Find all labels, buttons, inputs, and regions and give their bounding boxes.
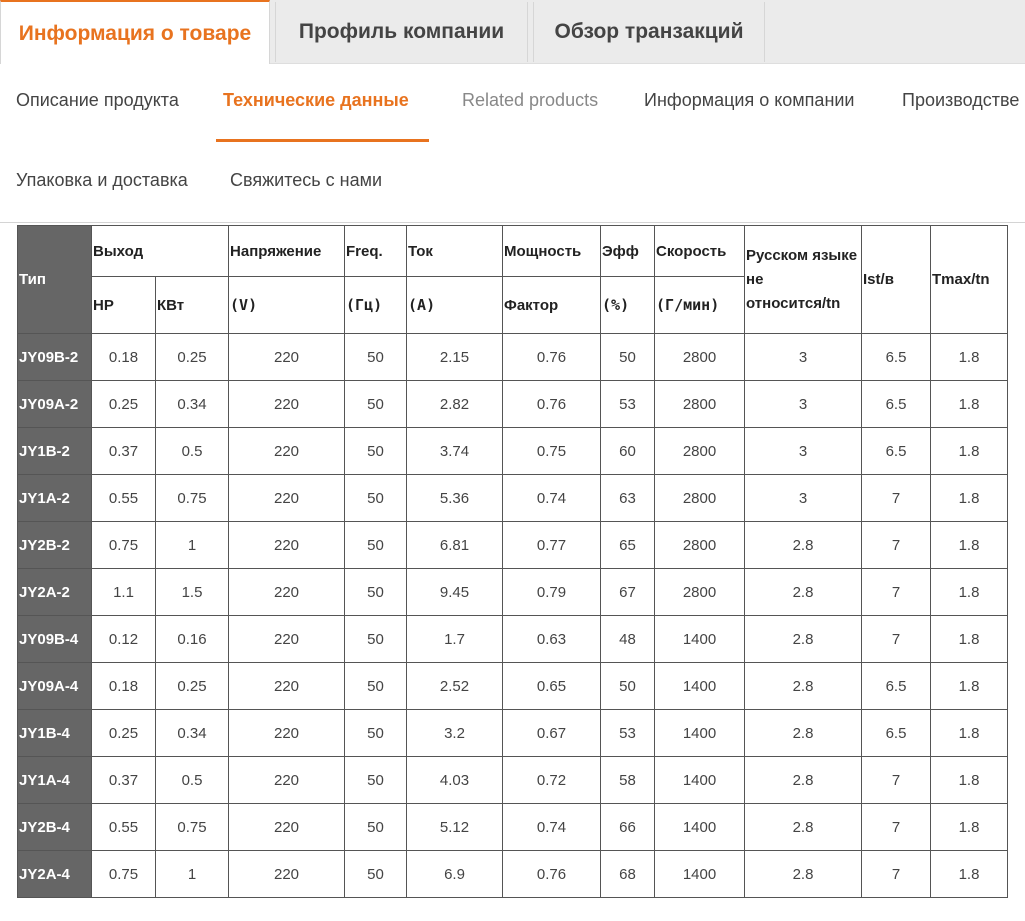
- cell-tmax: 1.8: [931, 804, 1008, 851]
- cell-kw: 0.16: [156, 616, 229, 663]
- cell-power-factor: 0.65: [503, 663, 601, 710]
- cell-type: JY2B-4: [18, 804, 92, 851]
- cell-voltage: 220: [229, 663, 345, 710]
- cell-current: 5.36: [407, 475, 503, 522]
- cell-frequency: 50: [345, 381, 407, 428]
- cell-current: 3.2: [407, 710, 503, 757]
- cell-power-factor: 0.63: [503, 616, 601, 663]
- table-row: [18, 428, 1008, 475]
- cell-kw: 0.34: [156, 710, 229, 757]
- cell-tmax: 1.8: [931, 381, 1008, 428]
- cell-hp: 0.18: [92, 663, 156, 710]
- cell-power-factor: 0.77: [503, 522, 601, 569]
- cell-kw: 0.34: [156, 381, 229, 428]
- top-tab-bar: [0, 0, 1025, 64]
- cell-efficiency: 67: [601, 569, 655, 616]
- cell-type: JY09A-2: [18, 381, 92, 428]
- cell-tmax: 1.8: [931, 616, 1008, 663]
- cell-current: 2.82: [407, 381, 503, 428]
- header-unit-pct: (%): [601, 277, 655, 334]
- table-row: [18, 522, 1008, 569]
- cell-hp: 0.12: [92, 616, 156, 663]
- table-row: [18, 710, 1008, 757]
- header-unit-v: (V): [229, 277, 345, 334]
- cell-frequency: 50: [345, 710, 407, 757]
- table-body: [18, 334, 1008, 898]
- cell-efficiency: 53: [601, 381, 655, 428]
- tab-product-info[interactable]: Информация о товаре: [0, 0, 270, 64]
- cell-voltage: 220: [229, 381, 345, 428]
- cell-kw: 0.5: [156, 757, 229, 804]
- cell-ist: 7: [862, 616, 931, 663]
- cell-efficiency: 50: [601, 334, 655, 381]
- cell-power-factor: 0.76: [503, 851, 601, 898]
- cell-power-factor: 0.67: [503, 710, 601, 757]
- cell-tmax: 1.8: [931, 710, 1008, 757]
- header-power: Мощность: [503, 226, 601, 277]
- cell-current: 1.7: [407, 616, 503, 663]
- subtab-technical-data[interactable]: Технические данные: [223, 90, 409, 110]
- subtab-packaging-delivery[interactable]: Упаковка и доставка: [16, 170, 188, 190]
- cell-voltage: 220: [229, 475, 345, 522]
- header-ist: Ist/в: [862, 226, 931, 334]
- cell-kw: 0.25: [156, 663, 229, 710]
- cell-hp: 0.25: [92, 710, 156, 757]
- cell-frequency: 50: [345, 334, 407, 381]
- cell-power-factor: 0.76: [503, 381, 601, 428]
- cell-hp: 0.75: [92, 851, 156, 898]
- cell-tmax: 1.8: [931, 334, 1008, 381]
- cell-speed: 2800: [655, 569, 745, 616]
- cell-tmax: 1.8: [931, 757, 1008, 804]
- cell-hp: 0.25: [92, 381, 156, 428]
- cell-current: 6.81: [407, 522, 503, 569]
- cell-efficiency: 53: [601, 710, 655, 757]
- cell-kw: 1.5: [156, 569, 229, 616]
- cell-frequency: 50: [345, 804, 407, 851]
- cell-speed: 2800: [655, 428, 745, 475]
- cell-efficiency: 48: [601, 616, 655, 663]
- cell-russian: 3: [745, 428, 862, 475]
- cell-type: JY1B-4: [18, 710, 92, 757]
- cell-russian: 2.8: [745, 757, 862, 804]
- cell-current: 9.45: [407, 569, 503, 616]
- subtab-company-info[interactable]: Информация о компании: [644, 90, 855, 110]
- cell-voltage: 220: [229, 851, 345, 898]
- cell-frequency: 50: [345, 522, 407, 569]
- cell-frequency: 50: [345, 475, 407, 522]
- cell-frequency: 50: [345, 616, 407, 663]
- cell-power-factor: 0.74: [503, 475, 601, 522]
- cell-speed: 2800: [655, 334, 745, 381]
- technical-data-table: [17, 225, 1008, 898]
- cell-hp: 0.55: [92, 475, 156, 522]
- cell-current: 4.03: [407, 757, 503, 804]
- header-unit-rpm: (Г/мин): [655, 277, 745, 334]
- cell-tmax: 1.8: [931, 569, 1008, 616]
- cell-russian: 2.8: [745, 851, 862, 898]
- cell-type: JY2B-2: [18, 522, 92, 569]
- cell-power-factor: 0.76: [503, 334, 601, 381]
- cell-voltage: 220: [229, 710, 345, 757]
- cell-speed: 1400: [655, 710, 745, 757]
- cell-ist: 6.5: [862, 334, 931, 381]
- cell-current: 6.9: [407, 851, 503, 898]
- cell-ist: 6.5: [862, 428, 931, 475]
- cell-current: 5.12: [407, 804, 503, 851]
- cell-frequency: 50: [345, 569, 407, 616]
- cell-tmax: 1.8: [931, 522, 1008, 569]
- subtab-contact-us[interactable]: Свяжитесь с нами: [230, 170, 383, 190]
- cell-hp: 0.37: [92, 428, 156, 475]
- cell-speed: 2800: [655, 381, 745, 428]
- cell-ist: 7: [862, 569, 931, 616]
- cell-voltage: 220: [229, 569, 345, 616]
- cell-frequency: 50: [345, 757, 407, 804]
- header-current: Ток: [407, 226, 503, 277]
- cell-ist: 6.5: [862, 710, 931, 757]
- subtab-divider: [0, 222, 1025, 223]
- cell-power-factor: 0.75: [503, 428, 601, 475]
- header-tmax: Tmax/tn: [931, 226, 1008, 334]
- cell-voltage: 220: [229, 334, 345, 381]
- cell-kw: 0.75: [156, 475, 229, 522]
- cell-tmax: 1.8: [931, 428, 1008, 475]
- cell-voltage: 220: [229, 757, 345, 804]
- cell-power-factor: 0.72: [503, 757, 601, 804]
- cell-russian: 2.8: [745, 569, 862, 616]
- cell-ist: 7: [862, 475, 931, 522]
- cell-voltage: 220: [229, 522, 345, 569]
- cell-kw: 0.75: [156, 804, 229, 851]
- header-row-top: [18, 226, 1008, 277]
- cell-efficiency: 58: [601, 757, 655, 804]
- cell-ist: 7: [862, 851, 931, 898]
- subtab-related-products[interactable]: Related products: [462, 90, 599, 110]
- cell-type: JY09A-4: [18, 663, 92, 710]
- cell-voltage: 220: [229, 428, 345, 475]
- cell-voltage: 220: [229, 804, 345, 851]
- cell-efficiency: 65: [601, 522, 655, 569]
- cell-russian: 3: [745, 381, 862, 428]
- header-kw: КВт: [156, 277, 229, 334]
- cell-type: JY1A-4: [18, 757, 92, 804]
- cell-frequency: 50: [345, 428, 407, 475]
- cell-efficiency: 63: [601, 475, 655, 522]
- header-efficiency: Эфф: [601, 226, 655, 277]
- cell-russian: 3: [745, 475, 862, 522]
- cell-type: JY1A-2: [18, 475, 92, 522]
- table-row: [18, 851, 1008, 898]
- cell-current: 2.15: [407, 334, 503, 381]
- subtab-product-description[interactable]: Описание продукта: [16, 90, 179, 110]
- cell-type: JY2A-2: [18, 569, 92, 616]
- cell-current: 3.74: [407, 428, 503, 475]
- cell-speed: 1400: [655, 757, 745, 804]
- cell-kw: 0.25: [156, 334, 229, 381]
- cell-russian: 2.8: [745, 663, 862, 710]
- cell-speed: 1400: [655, 851, 745, 898]
- cell-ist: 7: [862, 757, 931, 804]
- cell-hp: 0.55: [92, 804, 156, 851]
- cell-efficiency: 50: [601, 663, 655, 710]
- cell-kw: 1: [156, 851, 229, 898]
- cell-russian: 2.8: [745, 804, 862, 851]
- cell-type: JY09B-2: [18, 334, 92, 381]
- cell-voltage: 220: [229, 616, 345, 663]
- cell-type: JY1B-2: [18, 428, 92, 475]
- cell-current: 2.52: [407, 663, 503, 710]
- header-unit-a: (A): [407, 277, 503, 334]
- tab-company-profile[interactable]: Профиль компании: [275, 2, 528, 62]
- cell-efficiency: 60: [601, 428, 655, 475]
- cell-tmax: 1.8: [931, 663, 1008, 710]
- cell-power-factor: 0.79: [503, 569, 601, 616]
- cell-hp: 0.37: [92, 757, 156, 804]
- header-frequency: Freq.: [345, 226, 407, 277]
- cell-efficiency: 68: [601, 851, 655, 898]
- table-row: [18, 757, 1008, 804]
- cell-ist: 6.5: [862, 663, 931, 710]
- cell-speed: 2800: [655, 522, 745, 569]
- cell-speed: 1400: [655, 804, 745, 851]
- active-tab-underline: [216, 139, 429, 142]
- cell-type: JY2A-4: [18, 851, 92, 898]
- cell-efficiency: 66: [601, 804, 655, 851]
- table-row: [18, 804, 1008, 851]
- cell-hp: 0.18: [92, 334, 156, 381]
- table-row: [18, 381, 1008, 428]
- cell-speed: 1400: [655, 663, 745, 710]
- table-row: [18, 663, 1008, 710]
- header-type: Тип: [18, 226, 92, 334]
- header-factor: Фактор: [503, 277, 601, 334]
- cell-russian: 2.8: [745, 710, 862, 757]
- header-unit-hz: (Гц): [345, 277, 407, 334]
- cell-russian: 2.8: [745, 616, 862, 663]
- cell-tmax: 1.8: [931, 851, 1008, 898]
- table-row: [18, 334, 1008, 381]
- cell-tmax: 1.8: [931, 475, 1008, 522]
- cell-hp: 1.1: [92, 569, 156, 616]
- header-voltage: Напряжение: [229, 226, 345, 277]
- cell-hp: 0.75: [92, 522, 156, 569]
- table-row: [18, 569, 1008, 616]
- table-row: [18, 475, 1008, 522]
- cell-russian: 3: [745, 334, 862, 381]
- cell-frequency: 50: [345, 851, 407, 898]
- cell-kw: 0.5: [156, 428, 229, 475]
- cell-power-factor: 0.74: [503, 804, 601, 851]
- table-row: [18, 616, 1008, 663]
- cell-kw: 1: [156, 522, 229, 569]
- cell-ist: 6.5: [862, 381, 931, 428]
- header-russian: Русском языке не относится/tn: [745, 226, 862, 334]
- header-output: Выход: [92, 226, 229, 277]
- tab-transactions-overview[interactable]: Обзор транзакций: [533, 2, 765, 62]
- cell-ist: 7: [862, 522, 931, 569]
- header-speed: Скорость: [655, 226, 745, 277]
- cell-russian: 2.8: [745, 522, 862, 569]
- cell-ist: 7: [862, 804, 931, 851]
- cell-speed: 2800: [655, 475, 745, 522]
- header-hp: HP: [92, 277, 156, 334]
- cell-speed: 1400: [655, 616, 745, 663]
- subtab-production[interactable]: Производстве: [902, 90, 1020, 110]
- cell-type: JY09B-4: [18, 616, 92, 663]
- cell-frequency: 50: [345, 663, 407, 710]
